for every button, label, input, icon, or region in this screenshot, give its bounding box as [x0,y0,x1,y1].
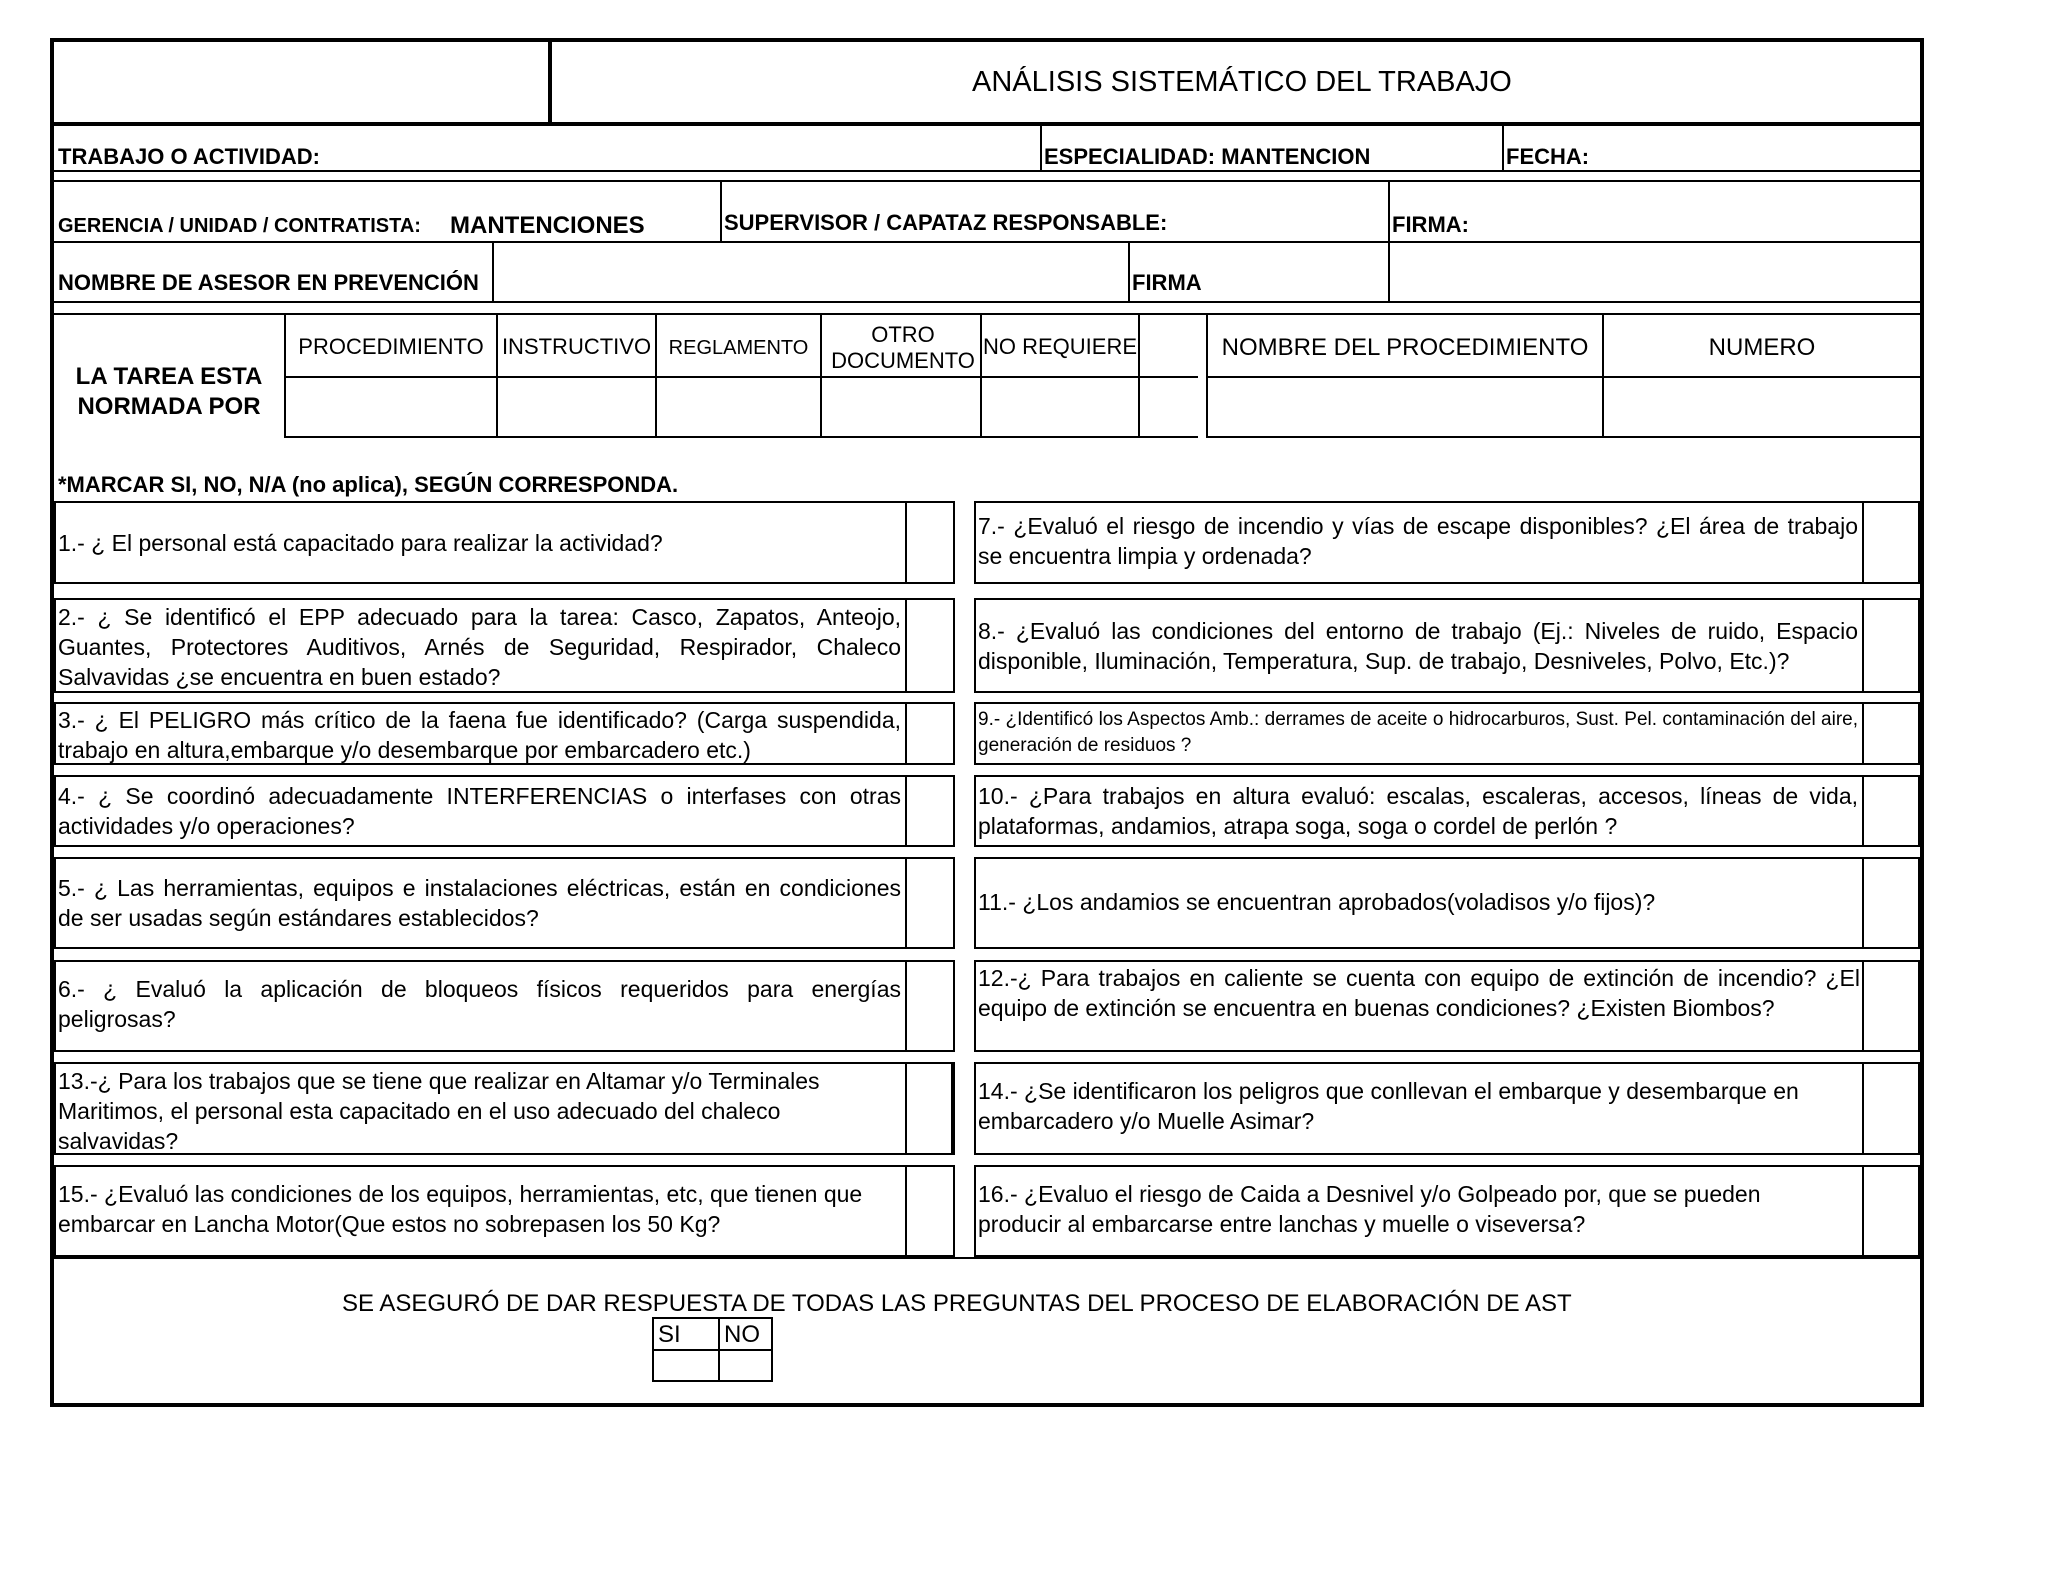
check-instructivo[interactable] [498,378,655,436]
proc-name-header: NOMBRE DEL PROCEDIMIENTO [1221,334,1589,361]
numero-field[interactable] [1604,378,1920,436]
instruction-text: *MARCAR SI, NO, N/A (no aplica), SEGÚN CORRESPONDA. [58,472,679,497]
question-7-text: 7.- ¿Evaluó el riesgo de incendio y vías de escape disponibles? ¿El área de trabajo se encuentra limpia y ordenada? [978,513,1858,569]
question-4 [54,775,955,847]
trabajo-label: TRABAJO O ACTIVIDAD: [58,144,320,169]
question-13 [54,1062,955,1155]
answer-box-16[interactable] [1864,1167,1918,1255]
answer-box-7[interactable] [1864,503,1918,582]
question-9 [974,702,1920,765]
answer-box-4[interactable] [907,777,953,845]
answer-box-10[interactable] [1864,777,1918,845]
question-7 [974,501,1920,584]
answer-box-12[interactable] [1864,962,1918,1050]
logo-cell [54,42,548,122]
question-1 [54,501,955,584]
check-otro-documento[interactable] [822,378,980,436]
question-8-text: 8.- ¿Evaluó las condiciones del entorno de trabajo (Ej.: Niveles de ruido, Espacio disponible, Iluminación, Temperatura, Sup. de trabajo, Desniveles, Polvo, Etc.)? [978,618,1858,674]
question-11-text: 11.- ¿Los andamios se encuentran aprobados(voladisos y/o fijos)? [978,889,1656,915]
normada-label-1: LA TAREA ESTA [75,363,263,390]
asesor-firma-field[interactable] [1390,243,1920,301]
question-16-text: 16.- ¿Evaluo el riesgo de Caida a Desnivel y/o Golpeado por, que se pueden producir al embarcarse entre lanchas y muelle o viseversa? [978,1181,1761,1237]
question-15 [54,1165,955,1257]
col-procedimiento: PROCEDIMIENTO [298,334,484,359]
col-instructivo: INSTRUCTIVO [501,334,652,359]
question-16 [974,1165,1920,1257]
question-2-text: 2.- ¿ Se identificó el EPP adecuado para la tarea: Casco, Zapatos, Anteojo, Guantes, Protectores Auditivos, Arnés de Seguridad, Respirador, Chaleco Salvavidas ¿se encuentra en buen estado? [58,604,901,690]
col-reglamento: REGLAMENTO [668,337,809,359]
check-no-requiere[interactable] [982,378,1138,436]
gerencia-value: MANTENCIONES [450,212,645,239]
question-1-text: 1.- ¿ El personal está capacitado para realizar la actividad? [58,530,663,556]
col-no-requiere: NO REQUIERE [982,334,1138,359]
question-8 [974,598,1920,693]
fecha-field[interactable] [1594,126,1920,170]
answer-box-11[interactable] [1864,859,1918,947]
question-14-text: 14.- ¿Se identificaron los peligros que conllevan el embarque y desembarque en embarcadero y/o Muelle Asimar? [978,1078,1799,1134]
col-otro-documento: OTRO DOCUMENTO [831,322,975,373]
normada-label-2: NORMADA POR [77,393,261,420]
answer-box-1[interactable] [907,503,953,582]
question-15-text: 15.- ¿Evaluó las condiciones de los equipos, herramientas, etc, que tienen que embarcar en Lancha Motor(Que estos no sobrepasen los 50 Kg? [58,1181,863,1237]
fecha-label: FECHA: [1506,144,1590,169]
form-title: ANÁLISIS SISTEMÁTICO DEL TRABAJO [972,66,1512,98]
especialidad-label: ESPECIALIDAD: MANTENCION [1044,144,1371,169]
question-6 [54,960,955,1052]
trabajo-field[interactable] [324,126,1040,170]
firma-field[interactable] [1474,182,1920,241]
firma-label: FIRMA: [1392,212,1469,237]
answer-box-15[interactable] [907,1167,953,1255]
question-5 [54,857,955,949]
check-procedimiento[interactable] [286,378,496,436]
answer-box-14[interactable] [1864,1064,1918,1153]
supervisor-label: SUPERVISOR / CAPATAZ RESPONSABLE: [724,210,1168,235]
asesor-label: NOMBRE DE ASESOR EN PREVENCIÓN [58,270,479,295]
no-checkbox[interactable] [720,1351,771,1380]
question-6-text: 6.- ¿ Evaluó la aplicación de bloqueos físicos requeridos para energías peligrosas? [58,976,901,1032]
answer-box-8[interactable] [1864,600,1918,691]
question-4-text: 4.- ¿ Se coordinó adecuadamente INTERFERENCIAS o interfases con otras actividades y/o operaciones? [58,783,901,839]
question-10-text: 10.- ¿Para trabajos en altura evaluó: escalas, escaleras, accesos, líneas de vida, plataformas, andamios, atrapa soga, soga o cordel de perlón ? [978,783,1858,839]
question-2 [54,598,955,693]
answer-box-2[interactable] [907,600,953,691]
proc-name-field[interactable] [1208,378,1602,436]
ast-form [50,38,1924,1407]
question-14 [974,1062,1920,1155]
check-reglamento[interactable] [657,378,820,436]
question-12 [974,960,1920,1052]
asesor-field[interactable] [494,243,1128,301]
numero-header: NUMERO [1708,334,1816,361]
answer-box-6[interactable] [907,962,953,1050]
no-label: NO [724,1321,760,1348]
answer-box-3[interactable] [907,704,953,763]
question-5-text: 5.- ¿ Las herramientas, equipos e instalaciones eléctricas, están en condiciones de ser usadas según estándares establecidos? [58,875,901,931]
gerencia-label: GERENCIA / UNIDAD / CONTRATISTA: [58,215,421,237]
question-12-text: 12.-¿ Para trabajos en caliente se cuenta con equipo de extinción de incendio? ¿El equipo de extinción se encuentra en buenas condiciones? ¿Existen Biombos? [978,965,1860,1021]
question-9-text: 9.- ¿Identificó los Aspectos Amb.: derrames de aceite o hidrocarburos, Sust. Pel. contaminación del aire, generación de residuos ? [978,709,1858,756]
si-no-table [652,1317,773,1382]
question-3 [54,702,955,765]
question-3-text: 3.- ¿ El PELIGRO más crítico de la faena fue identificado? (Carga suspendida, trabajo en altura,embarque y/o desembarque por embarcadero etc.) [58,707,901,763]
answer-box-13[interactable] [907,1064,951,1153]
question-13-text: 13.-¿ Para los trabajos que se tiene que realizar en Altamar y/o Terminales Maritimos, el personal esta capacitado en el uso adecuado del chaleco salvavidas? [58,1068,820,1154]
answer-box-5[interactable] [907,859,953,947]
answer-box-9[interactable] [1864,704,1918,763]
si-checkbox[interactable] [654,1351,718,1380]
question-11 [974,857,1920,949]
asesor-firma-label: FIRMA [1132,270,1202,295]
footer-text: SE ASEGURÓ DE DAR RESPUESTA DE TODAS LAS PREGUNTAS DEL PROCESO DE ELABORACIÓN DE AST [342,1290,1572,1317]
si-label: SI [658,1321,681,1348]
question-10 [974,775,1920,847]
